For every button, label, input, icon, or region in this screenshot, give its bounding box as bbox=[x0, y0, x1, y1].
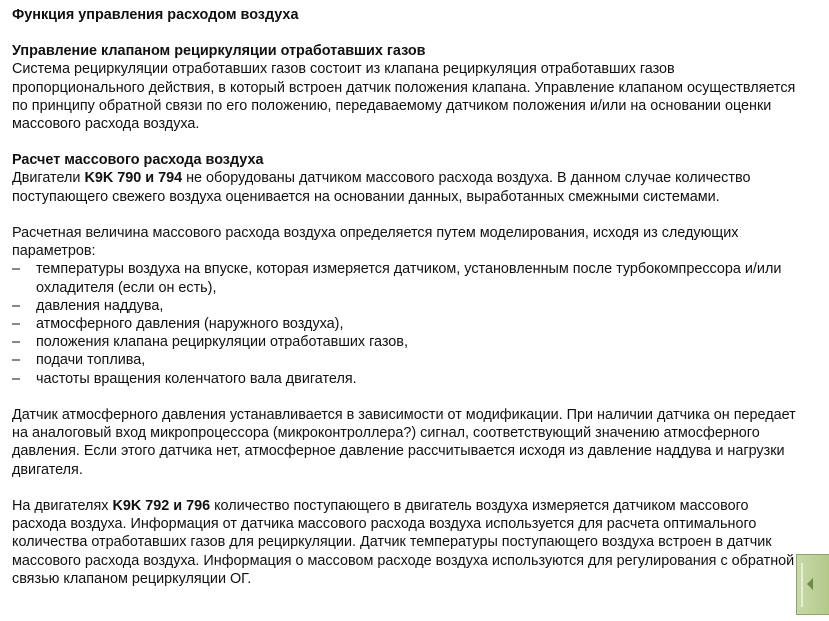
nav-button-highlight bbox=[801, 563, 803, 607]
p1-text-before: Двигатели bbox=[12, 170, 85, 187]
p4-text-after: количество поступающего в двигатель воздуха измеряется датчиком массового расхода воздуха. Информация от датчика массового расхода воздуха используется для расчета оптимального количества отработавших газов для рециркуляции. Датчик температуры поступающего воздуха встроен в датчик массового расхода воздуха. Информация о массовом расходе воздуха используются для регулирования с обратной связью клапаном рециркуляции ОГ. bbox=[12, 498, 795, 587]
list-item bbox=[12, 315, 802, 333]
mass-airflow-paragraph-1 bbox=[12, 169, 802, 205]
spacer bbox=[12, 479, 802, 497]
page-title: Функция управления расходом воздуха bbox=[12, 7, 299, 23]
dash-bullet: – bbox=[12, 352, 21, 369]
mass-airflow-paragraph-4 bbox=[12, 497, 802, 588]
list-item bbox=[12, 333, 802, 351]
list-item bbox=[12, 260, 802, 296]
spacer bbox=[12, 206, 802, 224]
parameters-list bbox=[12, 260, 802, 387]
p1-text-after: не оборудованы датчиком массового расхода воздуха. В данном случае количество поступающего свежего воздуха оценивается на основании данных, выработанных смежными системами. bbox=[12, 170, 751, 205]
egr-section bbox=[12, 42, 802, 133]
list-item-text: частоты вращения коленчатого вала двигателя. bbox=[36, 370, 357, 387]
egr-paragraph: Система рециркуляции отработавших газов состоит из клапана рециркуляция отработавших газов пропорционального действия, в который встроен датчик положения клапана. Управление клапаном осуществляется по принципу обратной связи по его положению, передаваемому датчиком положения и/или на основании оценки массового расхода воздуха. bbox=[12, 61, 796, 133]
page-nav-button[interactable] bbox=[796, 554, 829, 615]
dash-bullet: – bbox=[12, 316, 21, 333]
list-item-text: давления наддува, bbox=[36, 297, 164, 314]
dash-bullet: – bbox=[12, 261, 21, 278]
egr-heading: Управление клапаном рециркуляции отработавших газов bbox=[12, 43, 426, 60]
arrow-left-icon bbox=[807, 578, 813, 590]
document-page bbox=[12, 6, 802, 588]
list-item-text: температуры воздуха на впуске, которая измеряется датчиком, установленным после турбокомпрессора и/или охладителя (если он есть), bbox=[36, 261, 782, 296]
p1-engine-models: K9K 790 и 794 bbox=[84, 170, 183, 187]
atmospheric-sensor-paragraph: Датчик атмосферного давления устанавливается в зависимости от модификации. При наличии датчика он передает на аналоговый вход микропроцессора (микроконтроллера?) сигнал, соответствующий значению атмосферного давления. Если этого датчика нет, атмосферное давление рассчитывается исходя из давление наддува и нагрузки двигателя. bbox=[12, 407, 796, 478]
p4-text-before: На двигателях bbox=[12, 498, 113, 515]
dash-bullet: – bbox=[12, 334, 21, 351]
spacer bbox=[12, 388, 802, 406]
list-item-text: подачи топлива, bbox=[36, 352, 146, 369]
list-item-text: положения клапана рециркуляции отработавших газов, bbox=[36, 334, 408, 351]
mass-airflow-section bbox=[12, 151, 802, 588]
list-item bbox=[12, 370, 802, 388]
mass-airflow-heading: Расчет массового расхода воздуха bbox=[12, 152, 264, 169]
list-item bbox=[12, 297, 802, 315]
parameters-intro: Расчетная величина массового расхода воздуха определяется путем моделирования, исходя из следующих параметров: bbox=[12, 225, 739, 260]
p4-engine-models: K9K 792 и 796 bbox=[112, 498, 211, 515]
list-item-text: атмосферного давления (наружного воздуха), bbox=[36, 316, 344, 333]
dash-bullet: – bbox=[12, 297, 21, 314]
list-item bbox=[12, 351, 802, 369]
dash-bullet: – bbox=[12, 370, 21, 387]
